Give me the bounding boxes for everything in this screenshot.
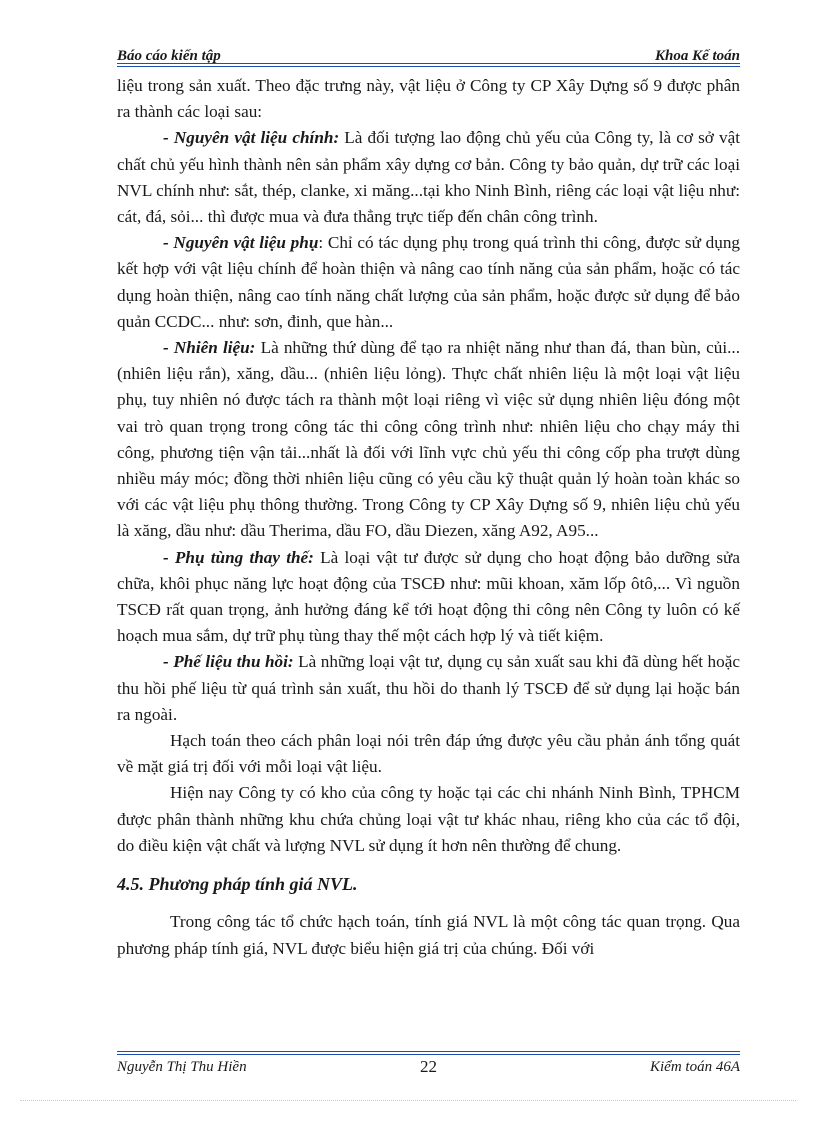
footer-rule-thin [117, 1051, 740, 1052]
paragraph-costing: Trong công tác tổ chức hạch toán, tính giá NVL là một công tác quan trọng. Qua phương pháp tính giá, NVL được biểu hiện giá trị của chúng. Đối với [117, 912, 740, 958]
term-main-material: - Nguyên vật liệu chính: [163, 128, 340, 148]
page-number: 22 [420, 1057, 437, 1076]
term-scrap: - Phế liệu thu hồi: [163, 652, 294, 672]
paragraph-aux-material: - Nguyên vật liệu phụ: Chỉ có tác dụng phụ trong quá trình thi công, được sử dụng kết hợp với vật liệu chính để hoàn thiện và nâng cao tính năng của sản phẩm, hoặc có tác dụng hoàn thiện, nâng cao tính năng chất lượng của sản phẩm, hoặc được sử dụng để bảo quản CCDC... như: sơn, đinh, que hàn... [117, 233, 741, 331]
section-heading: 4.5. Phương pháp tính giá NVL. [117, 874, 358, 895]
header-report-title: Báo cáo kiến tập [117, 48, 221, 64]
header-faculty: Khoa Kế toán [654, 48, 740, 64]
footer-class: Kiểm toán 46A [650, 1059, 740, 1075]
header-rule [117, 63, 740, 64]
term-fuel: - Nhiên liệu: [163, 338, 256, 358]
footer-author: Nguyễn Thị Thu Hiền [117, 1059, 247, 1075]
paragraph-spare-parts: - Phụ tùng thay thế: Là loại vật tư được sử dụng cho hoạt động bảo dưỡng sửa chữa, khôi phục năng lực hoạt động của TSCĐ như: mũi khoan, xăm lốp ôtô,... Vì nguồn TSCĐ rất quan trọng, ảnh hưởng đáng kể tới hoạt động thi công nên Công ty luôn có kế hoạch mua sắm, dự trữ phụ tùng thay thế một cách hợp lý và tiết kiệm. [117, 547, 740, 646]
paragraph-warehouse: Hiện nay Công ty có kho của công ty hoặc tại các chi nhánh Ninh Bình, TPHCM được phân thành những khu chứa chủng loại vật tư khác nhau, riêng kho của các tổ đội, do điều kiện vật chất và lượng NVL sử dụng ít hơn nên thường để chung. [117, 783, 740, 855]
page-footer [117, 1057, 740, 1079]
paragraph-accounting: Hạch toán theo cách phân loại nói trên đáp ứng được yêu cầu phản ánh tổng quát về mặt giá trị đối với mỗi loại vật liệu. [117, 731, 740, 777]
page-edge-dotted-line [20, 1100, 796, 1101]
page-body [117, 73, 740, 962]
paragraph-fuel: - Nhiên liệu: Là những thứ dùng để tạo ra nhiệt năng như than đá, than bùn, củi... (nhiên liệu rắn), xăng, dầu... (nhiên liệu lỏng). Thực chất nhiên liệu là một loại vật liệu phụ, tuy nhiên nó được tách ra thành một loại riêng vì việc sử dụng nhiên liệu đóng một vai trò quan trọng trong công tác thi công công trình như: nhiên liệu cho chạy máy thi công, phương tiện vận tải...nhất là đối với lĩnh vực chủ yếu thi công cốp pha trượt dùng nhiều máy móc; đồng thời nhiên liệu cũng có yêu cầu kỹ thuật quản lý hoàn toàn khác so với các vật liệu phụ thông thường. Trong Công ty CP Xây Dựng số 9, nhiên liệu chủ yếu là xăng, dầu như: dầu Therima, dầu FO, dầu Diezen, xăng A92, A95... [117, 338, 740, 541]
footer-rule [117, 1054, 740, 1055]
term-aux-material: - Nguyên vật liệu phụ [163, 233, 319, 253]
term-spare-parts: - Phụ tùng thay thế: [163, 547, 314, 567]
paragraph-scrap: - Phế liệu thu hồi: Là những loại vật tư, dụng cụ sản xuất sau khi đã dùng hết hoặc thu hồi phế liệu từ quá trình sản xuất, thu hồi do thanh lý TSCĐ để sử dụng lại hoặc bán ra ngoài. [117, 652, 740, 724]
header-rule-thin [117, 66, 740, 67]
paragraph-intro: liệu trong sản xuất. Theo đặc trưng này, vật liệu ở Công ty CP Xây Dựng số 9 được phân ra thành các loại sau: [117, 76, 740, 122]
paragraph-main-material: - Nguyên vật liệu chính: Là đối tượng lao động chủ yếu của Công ty, là cơ sở vật chất chủ yếu hình thành nên sản phẩm xây dựng cơ bản. Công ty bảo quản, dự trữ các loại NVL chính như: sắt, thép, clanke, xi măng...tại kho Ninh Bình, riêng các loại vật liệu như: cát, đá, sỏi... thì được mua và đưa thẳng trực tiếp đến chân công trình. [117, 128, 740, 227]
